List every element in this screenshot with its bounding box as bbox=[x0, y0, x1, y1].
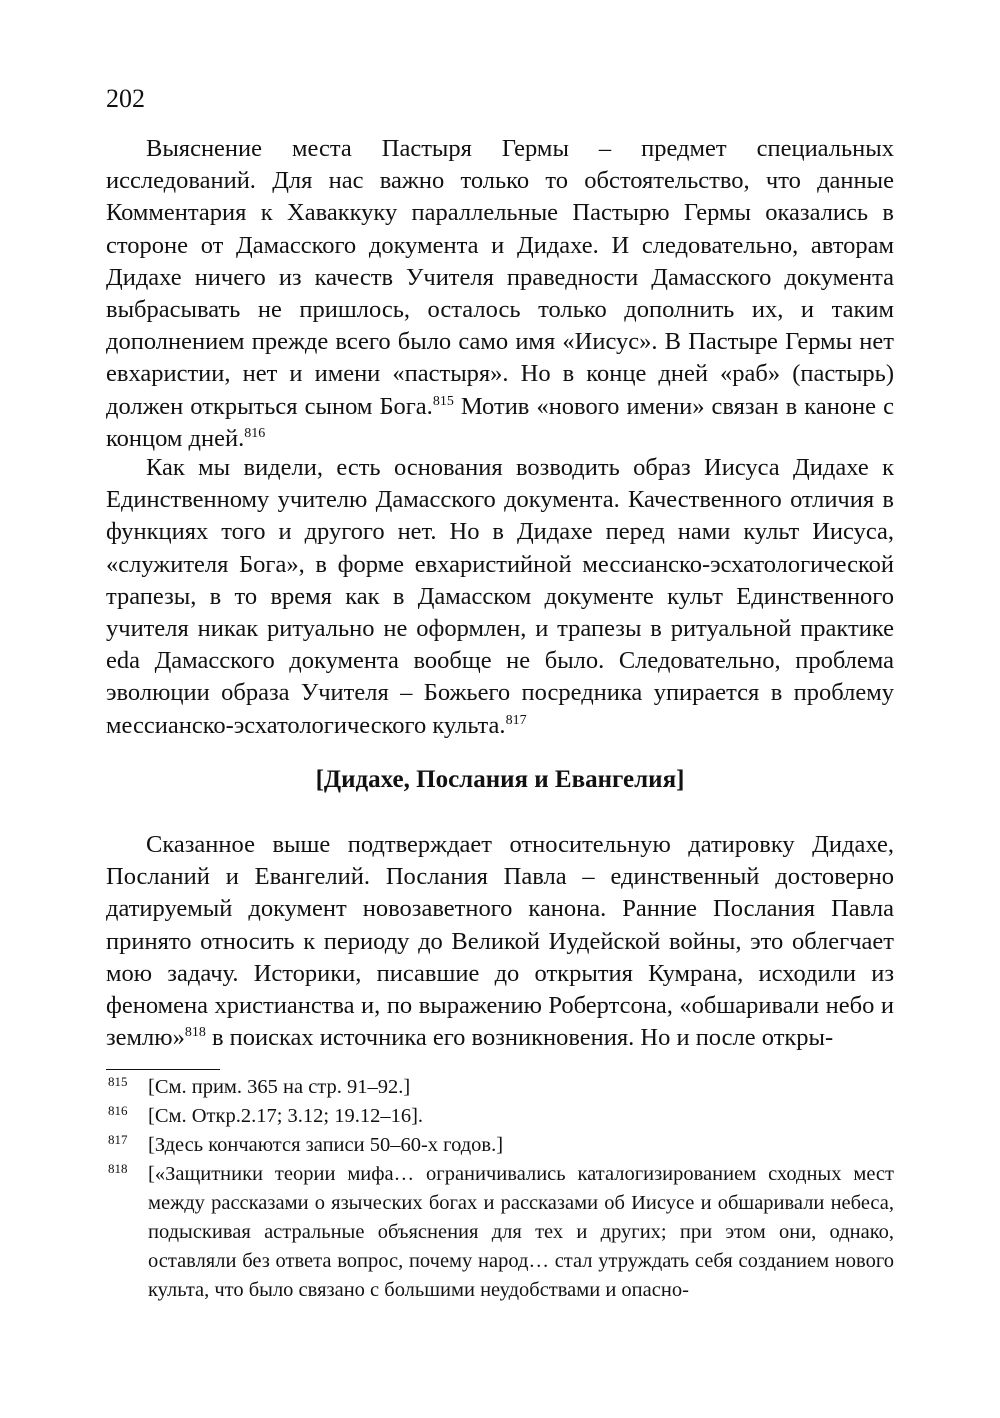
page-number: 202 bbox=[106, 84, 145, 113]
footnote-text: [См. прим. 365 на стр. 91–92.] bbox=[148, 1076, 411, 1098]
footnote-text: [Здесь кончаются записи 50–60-х годов.] bbox=[148, 1134, 504, 1156]
footnote-815 bbox=[106, 1073, 894, 1102]
paragraph-3 bbox=[106, 829, 894, 1054]
footnote-ref-817[interactable]: 817 bbox=[505, 712, 527, 728]
footnotes bbox=[106, 1073, 894, 1305]
paragraph-1 bbox=[106, 133, 894, 455]
paragraph-2-text: Как мы видели, есть основания возводить образ Иисуса Дидахе к Единственному учителю Дамасского документа. Качественного отличия в функциях того и другого нет. Но в Дидахе перед нами культ Иисуса, «служителя Бога», в форме евхаристийной мессианско-эсхатологической трапезы, в то время как в Дамасском документе культ Единственного учителя никак ритуально не оформлен, и трапезы в ритуальной практике eda Дамасского документа вообще не было. Следовательно, проблема эволюции образа Учителя – Божьего посредника упирается в проблему мессианско-эсхатологического культа. bbox=[106, 454, 894, 739]
footnote-text: [См. Откр.2.17; 3.12; 19.12–16]. bbox=[148, 1105, 424, 1127]
footnote-ref-815[interactable]: 815 bbox=[432, 393, 454, 409]
footnote-ref-816[interactable]: 816 bbox=[244, 425, 266, 441]
footnote-number: 818 bbox=[108, 1161, 128, 1176]
paragraph-1-continuation: Мотив «нового имени» связан в каноне с концом дней. bbox=[106, 392, 894, 452]
paragraph-3-continuation: в поисках источника его возникновения. Но и после откры- bbox=[205, 1024, 834, 1052]
paragraph-3-text: Сказанное выше подтверждает относительную датировку Дидахе, Посланий и Евангелий. Послания Павла – единственный достоверно датируемый документ новозаветного канона. Ранние Послания Павла принято относить к периоду до Великой Иудейской войны, это облегчает мою задачу. Историки, писавшие до открытия Кумрана, исходили из феномена христианства и, по выражению Робертсона, «обшаривали небо и землю» bbox=[106, 831, 894, 1052]
footnote-number: 817 bbox=[108, 1132, 128, 1147]
paragraph-2 bbox=[106, 452, 894, 742]
footnote-818 bbox=[106, 1160, 894, 1305]
footnote-text: [«Защитники теории мифа… ограничивались каталогизированием сходных мест между рассказами о языческих богах и рассказами об Иисусе и обшаривали небеса, подыскивая астральные объяснения для тех и других; при этом они, однако, оставляли без ответа вопрос, почему народ… стал утруждать себя созданием нового культа, что было связано с большими неудобствами и опасно- bbox=[148, 1163, 894, 1301]
footnote-number: 815 bbox=[108, 1074, 128, 1089]
section-heading: [Дидахе, Послания и Евангелия] bbox=[315, 766, 685, 793]
footnote-816 bbox=[106, 1102, 894, 1131]
footnote-817 bbox=[106, 1131, 894, 1160]
footnote-ref-818[interactable]: 818 bbox=[184, 1025, 206, 1041]
footnote-number: 816 bbox=[108, 1103, 128, 1118]
paragraph-1-text: Выяснение места Пастыря Гермы – предмет специальных исследований. Для нас важно только то обстоятельство, что данные Комментария к Хаваккуку параллельные Пастырю Гермы оказались в стороне от Дамасского документа и Дидахе. И следовательно, авторам Дидахе ничего из качеств Учителя праведности Дамасского документа выбрасывать не пришлось, осталось только дополнить их, и таким дополнением прежде всего было само имя «Иисус». В Пастыре Гермы нет евхаристии, нет и имени «пастыря». Но в конце дней «раб» (пастырь) должен открыться сыном Бога. bbox=[106, 135, 894, 420]
